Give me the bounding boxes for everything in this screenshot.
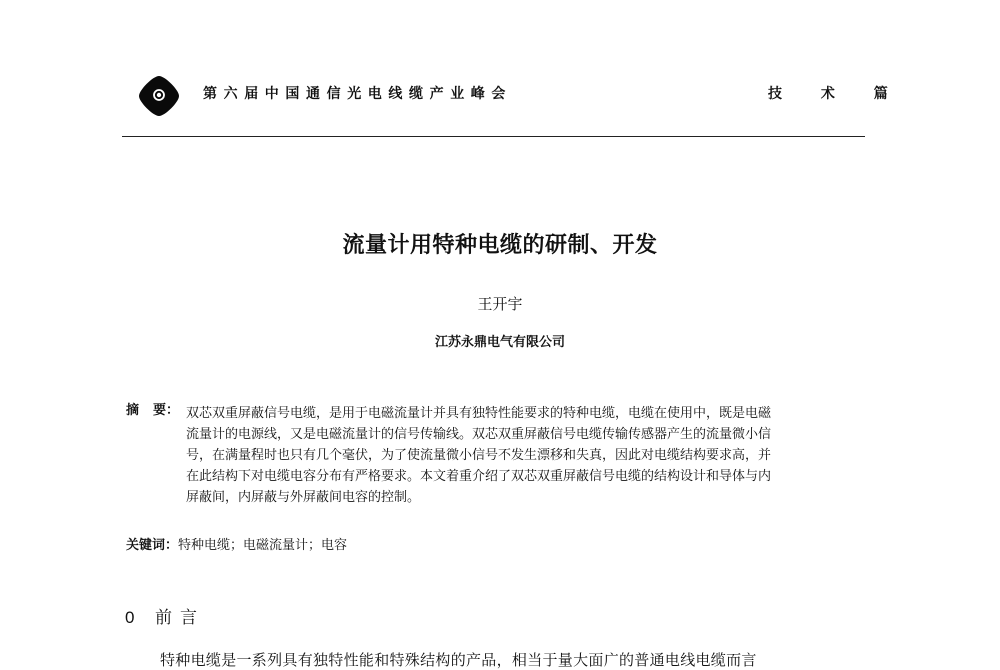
keywords-value: 特种电缆；电磁流量计；电容 bbox=[178, 538, 348, 553]
author-affiliation: 江苏永鼎电气有限公司 bbox=[434, 335, 565, 350]
abstract-label-part-1: 摘 bbox=[126, 403, 140, 418]
author-name: 王开宇 bbox=[477, 295, 523, 313]
abstract-line: 屏蔽间，内屏蔽与外屏蔽间电容的控制。 bbox=[186, 490, 421, 505]
body-paragraph: 特种电缆是一系列具有独特性能和特殊结构的产品，相当于量大面广的普通电线电缆而言 bbox=[160, 651, 757, 669]
paper-title: 流量计用特种电缆的研制、开发 bbox=[342, 233, 658, 258]
conference-title: 第六届中国通信光电线缆产业峰会 bbox=[203, 86, 512, 102]
abstract-line: 流量计的电源线，又是电磁流量计的信号传输线。双芯双重屏蔽信号电缆传输传感器产生的流量微小信 bbox=[186, 427, 772, 442]
abstract-body bbox=[186, 402, 866, 510]
section-title: 前言 bbox=[155, 608, 205, 628]
abstract-label bbox=[126, 402, 179, 420]
abstract-line: 在此结构下对电缆电容分布有严格要求。本文着重介绍了双芯双重屏蔽信号电缆的结构设计和导体与内 bbox=[186, 469, 772, 484]
abstract-label-part-2: 要： bbox=[153, 403, 180, 418]
keywords bbox=[126, 537, 347, 555]
section-heading bbox=[125, 606, 205, 630]
section-label: 技 术 篇 bbox=[768, 86, 905, 102]
keywords-label: 关键词： bbox=[126, 538, 179, 553]
abstract-line: 号，在满量程时也只有几个毫伏，为了使流量微小信号不发生漂移和失真，因此对电缆结构要求高，并 bbox=[186, 448, 772, 463]
conference-logo-icon bbox=[137, 74, 181, 118]
header-divider bbox=[122, 136, 865, 137]
section-number: 0 bbox=[125, 608, 135, 627]
abstract-line: 双芯双重屏蔽信号电缆，是用于电磁流量计并具有独特性能要求的特种电缆，电缆在使用中，既是电磁 bbox=[186, 406, 772, 421]
